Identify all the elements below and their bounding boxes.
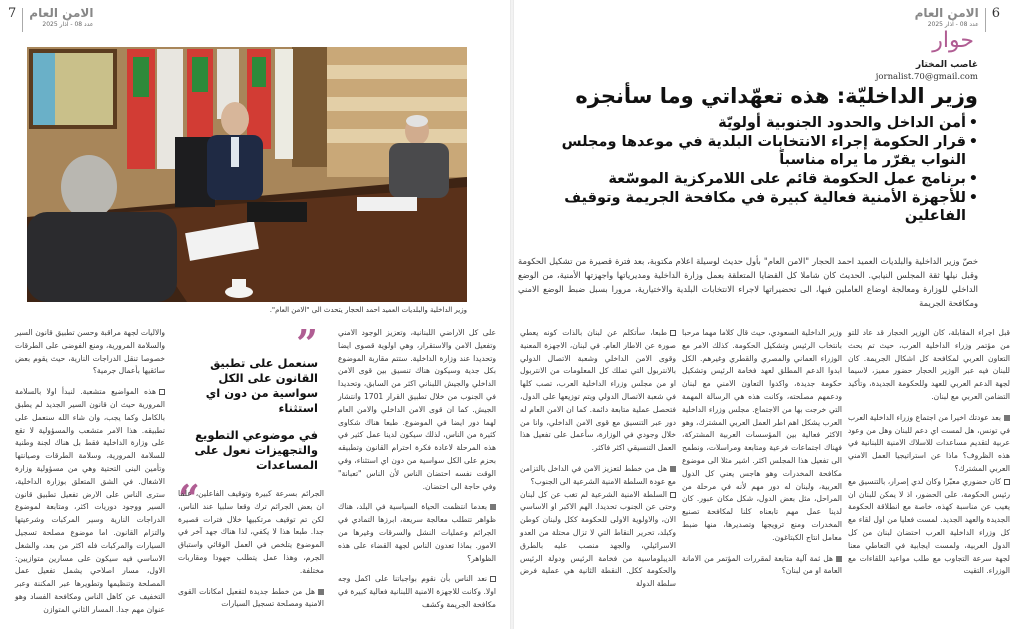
section-label: حوار — [932, 28, 974, 53]
brand-block — [29, 6, 93, 29]
question-marker-icon — [836, 556, 842, 562]
quote-close-icon: “ — [178, 476, 200, 521]
photo-caption: وزير الداخلية والبلديات العميد احمد الحجار يتحدث الى "الامن العام". — [269, 306, 467, 314]
question-paragraph: هل ثمة آلية متابعة لمقررات المؤتمر من الامانة العامة او من لبنان؟ — [682, 553, 842, 576]
pullquote — [178, 321, 318, 521]
question-paragraph: هل من خطط لتعزيز الامن في الداخل بالتزامن مع عودة السلطة الامنية الشرعية الى الجنوب؟ — [520, 463, 676, 486]
answer-marker-icon — [670, 330, 676, 336]
key-points-list — [548, 114, 978, 226]
answer-marker-icon — [490, 576, 496, 582]
page-number: 6 — [991, 6, 1000, 21]
question-marker-icon — [1004, 415, 1010, 421]
answer-marker-icon — [159, 389, 165, 395]
masthead-divider — [22, 8, 23, 32]
answer-paragraph: طبعا، سأتكلم عن لبنان بالذات كونه يعطي صورة عن الاطار العام. في لبنان، الاجهزة المعنية وقوى الامن الداخلي وشعبة الاتصال الدولي بالانتربول التي تملك كل المعلومات من الانتربول او من مجلس وزراء الداخلية العرب، تصب كلها في شعبة الاتصال الدولي ويتم توزيعها على الدول، فتحصل عملية متابعة دائمة. كما ان الامن العام له دور عبر التنسيق مع قوى الامن الداخلي، وانا من خلال وجودي في الوزارة، سأعمل على تفعيل هذا العمل التنسيقي اكثر فاكثر. — [520, 328, 676, 453]
question-marker-icon — [490, 504, 496, 510]
author-byline — [876, 60, 978, 83]
column-2 — [682, 327, 842, 586]
answer-paragraph: هذه المواضيع متشعبة. لنبدأ اولا بالسلامة المرورية حيث ان قانون السير الجديد لم يطبق بالكامل وكما يجب، وان شاء الله سنعمل على تطبيقه. هذا الامر متشعب والمسؤولية لا تقع على وزارة الداخلية فقط بل هناك لجنة وطنية للسلامة المرورية، وسلامة الطرقات وصيانتها وتأمين البنى التحتية وهي من مسؤولية وزارة الاشغال. في الشق المتعلق بوزارة الداخلية، سترى الناس على الارض تفعيل تطبيق قانون السير ووجود دوريات اكثر، ومتابعة لموضوع الدراجات النارية وسير المركبات وشرعيتها والتزام القانون. اما موضوع مصلحة تسجيل السيارات والمركبات فله اكثر من بعد، والشغل الاساسي فيه سيكون على مسارين متوازيين: الاول، مسار اصلاحي يشمل تفعيل عمل المصلحة وتنظيمها وتطويرها عبر المكننة وعبر التخفيف عن كاهل الناس ومكافحة الفساد وهو عنوان مهم جدا. المسار الثاني المتوازن — [15, 387, 165, 614]
paragraph: قبل اجراء المقابلة، كان الوزير الحجار قد عاد للتو من مؤتمر وزراء الداخلية العرب، حيث تم بحث التعاون العربي لمكافحة كل اشكال الجريمة. كان للبنان فيه عبر الوزير الحجار حضور مميز، لاسيما لجهة الدعم العربي للعهد وللحكومة الجديدة، وتأكيد التضامن العربي مع لبنان. — [848, 328, 1010, 401]
column-6 — [15, 327, 165, 625]
column-3 — [520, 327, 676, 599]
brand-name: الامن العام — [29, 6, 94, 20]
masthead-left — [8, 6, 93, 32]
paragraph: الجرائم بسرعة كبيرة وتوقيف الفاعلين، علما ان بعض الجرائم ترك وقعا سلبيا عند الناس، لكن تم توقيف مرتكبيها خلال فترات قصيرة جدا. طبعا هذا لا يكفي، لذا هناك جهد آخر في الموضوع يتلخص في العمل الوقائي واستباق الجرم، وهذا عمل يتطلب جهودا ومقاربات مختلفة. — [178, 489, 324, 575]
right-page — [514, 0, 1024, 629]
answer-marker-icon — [1004, 479, 1010, 485]
page-number: 7 — [8, 6, 17, 21]
answer-paragraph: كان حضوري معبّرا وكان لدي إصرار، بالتنسيق مع رئيس الحكومة، على الحضور، اذ لا يمكن للبنان ان يغيب عن مناسبة كهذه، خاصة مع انطلاقة الحكومة الجديدة والعهد الجديد. لمست فعليا من اول لقاء مع كل وزراء الداخلية العرب احتضان لبنان من كل الدول العربية، ولمست ايجابية في التعاطي معنا لجهة سرعة التجاوب مع طلب مواعيد اللقاءات مع الوزراء. التقيت — [848, 476, 1010, 576]
key-point: • قرار الحكومة إجراء الانتخابات البلدية في موعدها ومجلس النواب يقرّر ما يراه مناسباً — [548, 133, 978, 169]
pullquote-text-1: سنعمل على تطبيق القانون على الكل سواسية من دون اي استثناء — [205, 356, 318, 415]
author-name: غاصب المختار — [915, 60, 978, 70]
answer-marker-icon — [670, 492, 676, 498]
answer-paragraph: السلطة الامنية الشرعية لم تغب عن كل لبنان وحتى عن الجنوب تحديدا. الهم الاكبر او الاساسي الان، والاولوية الاولى للحكومة ككل ولبنان كوطن وكبلد، تحرير النقاط التي لا تزال محتلة من العدو الاسرائيلي، والجهد منصب عليه بالطرق الديبلوماسية من فخامة الرئيس ودولة الرئيس والحكومة ككل. النقطة الثانية هي عملية فرض سلطة الدولة — [520, 489, 676, 589]
paragraph: والاليات لجهة مراقبة وحسن تطبيق قانون السير والسلامة المرورية، ومنع الفوضى على الطرقات خصوصا تنقل الدراجات النارية، حيث يقوم بعض سائقيها بأعمال جرمية؟ — [15, 328, 165, 376]
article-headline: وزير الداخليّة: هذه تعهّداتي وما سأنجزه — [575, 84, 978, 108]
key-point: • برنامج عمل الحكومة قائم على اللامركزية الموسّعة — [548, 170, 978, 188]
question-paragraph: بعدما انتظمت الحياة السياسية في البلد، هناك ظواهر تتطلب معالجة سريعة، ابرزها التمادي في الجرائم وعمليات النشل والسرقات وغيرها من الامور. بماذا تعدون الناس لجهة القضاء على هذه الظواهر؟ — [338, 502, 496, 563]
pullquote-text-2: في موضوعي التطويع والتجهيزات نعول على المساعدات — [194, 428, 318, 472]
issue-label: عدد 08 - آذار 2025 — [42, 21, 94, 28]
column-1 — [848, 327, 1010, 586]
question-paragraph: هل من خطط جديدة لتفعيل امكانات القوى الامنية ومصلحة تسجيل السيارات — [178, 586, 324, 609]
masthead-divider — [985, 8, 986, 32]
column-4 — [338, 327, 496, 620]
paragraph: على كل الاراضي اللبنانية، وتعزيز الوجود الامني وتفعيل الامن والاستقرار، وهي اولوية قصوى ايضا وتحديدا عند وزارة الداخلية. ستتم مقاربة الموضوع بكل جدية وسيكون هناك تنسيق بين قوى الامن الداخلي والجيش اللبناني اكثر من السابق، وتحديدا في الجنوب من خلال تطبيق القرار 1701 وانتشار الجيش. كما ان قوى الامن الداخلي والامن العام لهما دور ايضا في الموضوع. طبعا هناك شكاوى كثيرة من الناس، لذلك سيكون لدينا عمل كثير في هذه المرحلة لاعادة فكرة احترام القانون وتطبيقه بحزم على الكل سواسية من دون اي استثناء، وفي الوقت نفسه احتضان الناس لأن الناس "تعبانة" وفي حاجة الى احتضان. — [338, 328, 496, 491]
issue-label: عدد 08 - آذار 2025 — [927, 21, 979, 28]
brand-name: الامن العام — [914, 6, 979, 20]
key-point: • للأجهزة الأمنية فعالية كبيرة في مكافحة الجريمة وتوقيف الفاعلين — [548, 189, 978, 225]
column-5 — [178, 488, 324, 619]
author-email: jornalist.70@gmail.com — [875, 72, 978, 82]
quote-open-icon: ” — [296, 321, 318, 366]
key-point: • أمن الداخل والحدود الجنوبية أولويّة — [548, 114, 978, 132]
paragraph: وزير الداخلية السعودي، حيث قال كلاما مهما مرحبا بانتخاب الرئيس وتشكيل الحكومة. كذلك الامر مع الوزراء العماني والمصري والقطري وغيرهم. الكل ابدوا الدعم المطلق لعهد فخامة الرئيس وتشكيل حكومة جديدة، واكدوا التعاون الامني مع لبنان ودعمهم مصلحته، وكانت هذه هي الرسالة المهمة التي خرجت بها من الاجتماع. مجلس وزراء الداخلية العرب يشكل اهم اطر العمل العربي المشترك، وهو الاكثر فعالية بين المؤسسات العربية المشتركة، فهناك اجتماعات فرعية ومتابعة ومراسلات، ونطمح الى تفعيل هذا المجلس اكثر. اشير مثلا الى موضوع مكافحة المخدرات وهو هاجس يعني كل الدول العربية، ولبنان له دور مهم لأنه في مرحلة من المراحل، مثل بعض الدول، شكل مكان عبور. كان لدينا عمل مهم تابعناه كلنا لمكافحة تصنيع المخدرات ومنع ترويجها وتصديرها، منها ضبط معامل انتاج الكبتاغون. — [682, 328, 842, 542]
question-marker-icon — [670, 466, 676, 472]
answer-paragraph: نعد الناس بأن نقوم بواجباتنا على اكمل وجه اولا. وكانت للاجهزة الامنية اللبنانية فعالية كبيرة في مكافحة الجريمة وكشف — [338, 574, 496, 609]
question-paragraph: بعد عودتك اخيرا من اجتماع وزراء الداخلية العرب في تونس، هل لمست اي دعم للبنان وهل من وعود عربية لتقديم مساعدات للاسلاك الامنية اللبنانية في هذه الظروف؟ ماذا عن استراتيجيا العمل الامني العربي المشترك؟ — [848, 412, 1010, 473]
article-intro: خصّ وزير الداخلية والبلديات العميد احمد الحجار "الامن العام" بأول حديث لوسيلة اعلام مكتوبة، بعد فترة قصيرة من تشكيل الحكومة وقبل نيلها ثقة المجلس النيابي. الحديث كان شاملا كل القضايا المتعلقة بعمل وزارة الداخلية ومديرياتها واجهزتها الأمنية، من الوضع الداخلي للوزارة ومعالجة اوضاع العاملين فيها، الى تحضيراتها لاجراء الانتخابات البلدية والاختيارية، مرورا بسبل ضبط الوضع الامني ومكافحة الجريمة — [518, 256, 978, 308]
left-page — [0, 0, 510, 629]
question-marker-icon — [318, 589, 324, 595]
interview-photo — [27, 47, 467, 302]
brand-block — [915, 6, 979, 29]
photo-illustration — [27, 47, 467, 302]
